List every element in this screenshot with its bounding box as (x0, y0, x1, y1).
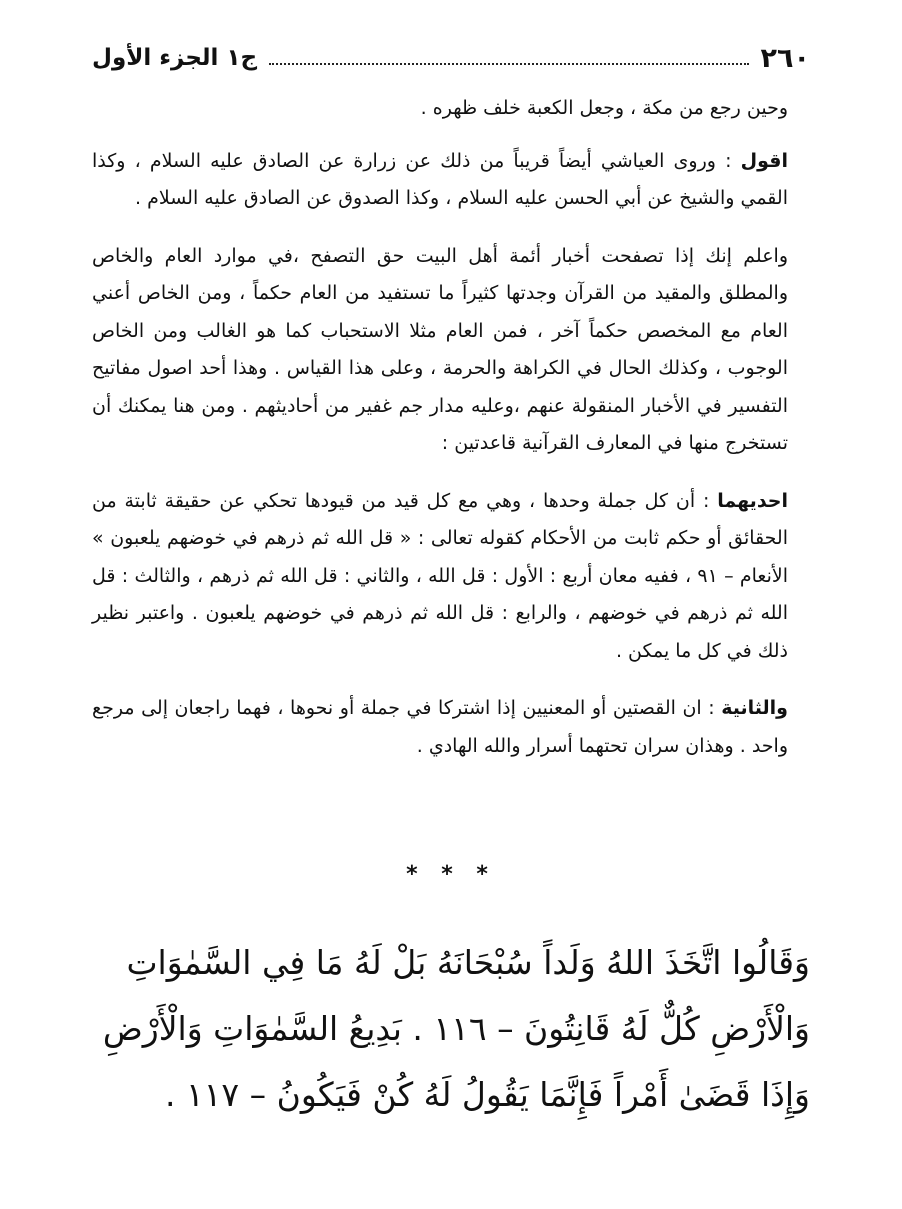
quran-verse-block (92, 930, 810, 1128)
paragraph-3-text: واعلم إنك إذا تصفحت أخبار أئمة أهل البيت حق التصفح ،في موارد العام والخاص والمطلق والمقيد من القرآن وجدتها كثيراً ما تستفيد من العام حكماً ، ومن الخاص أعني العام مع المخصص حكماً آخر ، فمن العام مثلا الاستحباب كما هو الغالب ومن الخاص الوجوب ، وكذلك الحال في الكراهة والحرمة ، وعلى هذا القياس . وهذا أحد اصول مفاتيح التفسير في الأخبار المنقولة عنهم ،وعليه مدار جم غفير من أحاديثهم . ومن هنا يمكنك أن تستخرج منها في المعارف القرآنية قاعدتين : (92, 244, 788, 454)
volume-title: ج١ الجزء الأول (92, 45, 258, 71)
verse-line-1: وَقَالُوا اتَّخَذَ اللهُ وَلَداً سُبْحَانَهُ بَلْ لَهُ مَا فِي السَّمٰوَاتِ (126, 943, 810, 982)
paragraph-1-text: وحين رجع من مكة ، وجعل الكعبة خلف ظهره . (420, 97, 788, 119)
paragraph-4-lead: احديهما (717, 489, 788, 512)
paragraph-2 (92, 143, 810, 218)
paragraph-2-text: : وروى العياشي أيضاً قريباً من ذلك عن زرارة عن الصادق عليه السلام ، وكذا القمي والشيخ عن أبي الحسن عليه السلام ، وكذا الصدوق عن الصادق عليه السلام . (92, 149, 788, 209)
paragraph-4-text: : أن كل جملة وحدها ، وهي مع كل قيد من قيودها تحكي عن حقيقة ثابتة من الحقائق أو حكم ثابت من الأحكام كقوله تعالى : « قل الله ثم ذرهم في خوضهم يلعبون » الأنعام – ٩١ ، ففيه معان أربع : الأول : قل الله ، والثاني : قل الله ثم ذرهم ، والثالث : قل الله ثم ذرهم في خوضهم ، والرابع : قل الله ثم ذرهم في خوضهم يلعبون . واعتبر نظير ذلك في كل ما يمكن . (92, 489, 789, 662)
main-text (92, 90, 810, 765)
verse-line-3: وَإِذَا قَضَىٰ أَمْراً فَإِنَّمَا يَقُولُ لَهُ كُنْ فَيَكُونُ – ١١٧ . (164, 1075, 810, 1114)
paragraph-3 (92, 238, 810, 463)
page-header (92, 38, 810, 78)
paragraph-5-lead: والثانية (721, 697, 788, 719)
verse-line-2: وَالْأَرْضِ كُلٌّ لَهُ قَانِتُونَ – ١١٦ . بَدِيعُ السَّمٰوَاتِ وَالْأَرْضِ (102, 1009, 810, 1048)
paragraph-5 (92, 690, 810, 765)
paragraph-2-lead: اقول (740, 149, 788, 172)
paragraph-4 (92, 483, 810, 671)
section-separator: * * * (406, 862, 496, 887)
page-number: ٢٦٠ (760, 42, 810, 74)
paragraph-5-text: : ان القصتين أو المعنيين إذا اشتركا في جملة أو نحوها ، فهما راجعان إلى مرجع واحد . وهذان سران تحتهما أسرار والله الهادي . (92, 697, 788, 757)
paragraph-1 (92, 90, 810, 128)
header-dotted-rule (269, 63, 748, 65)
